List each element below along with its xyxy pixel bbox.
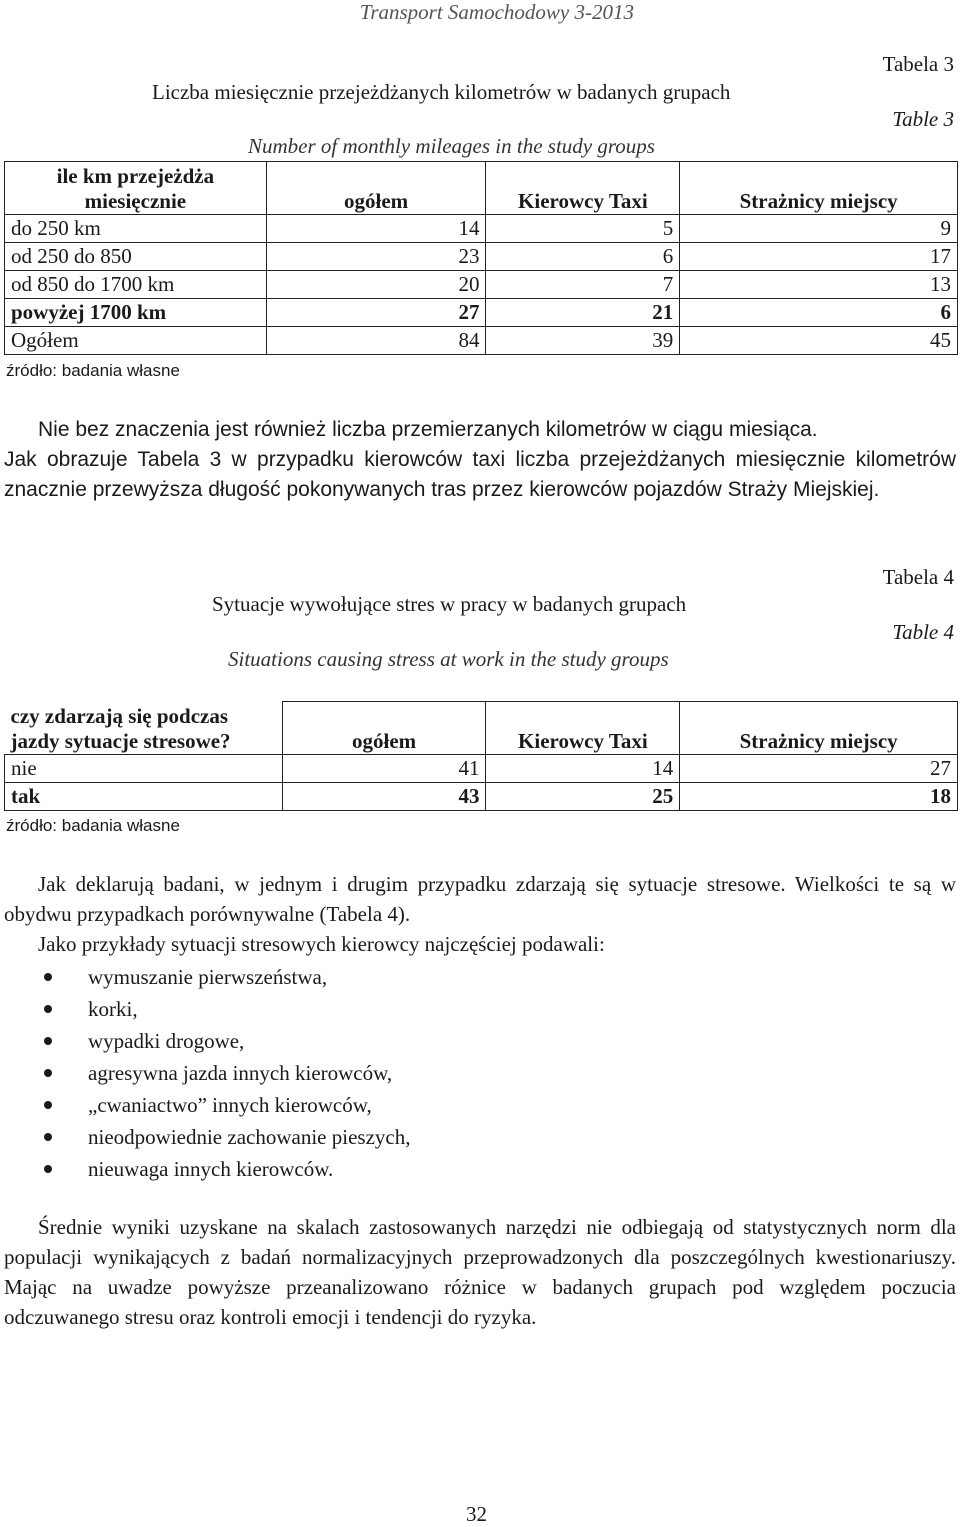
running-head: Transport Samochodowy 3-2013 xyxy=(359,0,634,24)
cell-total: 43 xyxy=(282,782,486,810)
cell-guards: 6 xyxy=(680,299,958,327)
row-label: do 250 km xyxy=(5,215,267,243)
list-item: wypadki drogowe, xyxy=(40,1025,410,1057)
cell-total: 14 xyxy=(266,215,486,243)
table3-label-pl: Tabela 3 xyxy=(882,52,954,76)
list-item: agresywna jazda innych kierowców, xyxy=(40,1057,410,1089)
cell-total: 41 xyxy=(282,754,486,782)
row-label: od 850 do 1700 km xyxy=(5,271,267,299)
cell-taxi: 25 xyxy=(486,782,680,810)
cell-taxi: 39 xyxy=(486,327,680,355)
table4-title-pl: Sytuacje wywołujące stres w pracy w badanych grupach xyxy=(212,592,687,616)
row-label: powyżej 1700 km xyxy=(5,299,267,327)
table3-source: źródło: badania własne xyxy=(6,361,180,380)
table-row xyxy=(5,299,958,327)
table3-title-en: Number of monthly mileages in the study groups xyxy=(248,134,655,158)
paragraph-stress-text: Jak deklarują badani, w jednym i drugim przypadku zdarzają się sytuacje stresowe. Wielkości te są w obydwu przypadkach porównywalne (Tabela 4). xyxy=(4,872,956,926)
cell-taxi: 21 xyxy=(486,299,680,327)
table3-header-cell: ogółem xyxy=(266,162,486,215)
table4-header-cell: ogółem xyxy=(282,702,486,755)
paragraph-results xyxy=(4,1212,956,1332)
paragraph-mileage-line1: Nie bez znaczenia jest również liczba przemierzanych kilometrów w ciągu miesiąca. xyxy=(38,418,818,441)
cell-guards: 9 xyxy=(680,215,958,243)
page-number: 32 xyxy=(466,1502,487,1526)
table-row xyxy=(5,271,958,299)
paragraph-mileage xyxy=(4,415,956,505)
cell-total: 20 xyxy=(266,271,486,299)
table-row xyxy=(5,215,958,243)
cell-total: 27 xyxy=(266,299,486,327)
table4-header-cell: czy zdarzają się podczas jazdy sytuacje stresowe? xyxy=(5,702,283,755)
table3-header-cell: Kierowcy Taxi xyxy=(486,162,680,215)
table4-header-row xyxy=(5,702,958,755)
table4-source: źródło: badania własne xyxy=(6,816,180,835)
stress-examples-list xyxy=(40,961,410,1185)
table3-header-row xyxy=(5,162,958,215)
row-label: Ogółem xyxy=(5,327,267,355)
cell-guards: 13 xyxy=(680,271,958,299)
table3-header-cell: ile km przejeżdża miesięcznie xyxy=(5,162,267,215)
table-row xyxy=(5,782,958,810)
table-row xyxy=(5,243,958,271)
table3-title-pl: Liczba miesięcznie przejeżdżanych kilometrów w badanych grupach xyxy=(152,80,731,104)
list-item: korki, xyxy=(40,993,410,1025)
row-label: tak xyxy=(5,782,283,810)
cell-taxi: 6 xyxy=(486,243,680,271)
list-item: „cwaniactwo” innych kierowców, xyxy=(40,1089,410,1121)
cell-taxi: 7 xyxy=(486,271,680,299)
cell-guards: 17 xyxy=(680,243,958,271)
table4-header-cell: Strażnicy miejscy xyxy=(680,702,958,755)
paragraph-mileage-rest: Jak obrazuje Tabela 3 w przypadku kierowców taxi liczba przejeżdżanych miesięcznie kilometrów znacznie przewyższa długość pokonywanych tras przez kierowców pojazdów Straży Miejskiej. xyxy=(4,448,956,501)
table3-label-en: Table 3 xyxy=(892,107,954,131)
paragraph-results-text: Średnie wyniki uzyskane na skalach zastosowanych narzędzi nie odbiegają od statystycznych norm dla populacji wynikających z badań normalizacyjnych przeprowadzonych dla poszczególnych kwestionariuszy. Mając na uwadze powyższe przeanalizowano różnice w badanych grupach pod względem poczucia odczuwanego stresu oraz kontroli emocji i tendencji do ryzyka. xyxy=(4,1215,956,1329)
table3 xyxy=(4,161,958,355)
cell-guards: 27 xyxy=(680,754,958,782)
table-row xyxy=(5,327,958,355)
list-item: nieuwaga innych kierowców. xyxy=(40,1153,410,1185)
cell-guards: 45 xyxy=(680,327,958,355)
row-label: nie xyxy=(5,754,283,782)
paragraph-stress xyxy=(4,869,956,959)
table4-label-en: Table 4 xyxy=(892,620,954,644)
row-label: od 250 do 850 xyxy=(5,243,267,271)
table4-header-cell: Kierowcy Taxi xyxy=(486,702,680,755)
table3-header-cell: Strażnicy miejscy xyxy=(680,162,958,215)
cell-total: 23 xyxy=(266,243,486,271)
table4 xyxy=(4,701,958,811)
cell-taxi: 14 xyxy=(486,754,680,782)
cell-total: 84 xyxy=(266,327,486,355)
cell-taxi: 5 xyxy=(486,215,680,243)
list-item: wymuszanie pierwszeństwa, xyxy=(40,961,410,993)
table4-title-en: Situations causing stress at work in the study groups xyxy=(228,647,669,671)
list-item: nieodpowiednie zachowanie pieszych, xyxy=(40,1121,410,1153)
cell-guards: 18 xyxy=(680,782,958,810)
paragraph-examples-intro: Jako przykłady sytuacji stresowych kierowcy najczęściej podawali: xyxy=(38,932,605,956)
table-row xyxy=(5,754,958,782)
table4-label-pl: Tabela 4 xyxy=(882,565,954,589)
